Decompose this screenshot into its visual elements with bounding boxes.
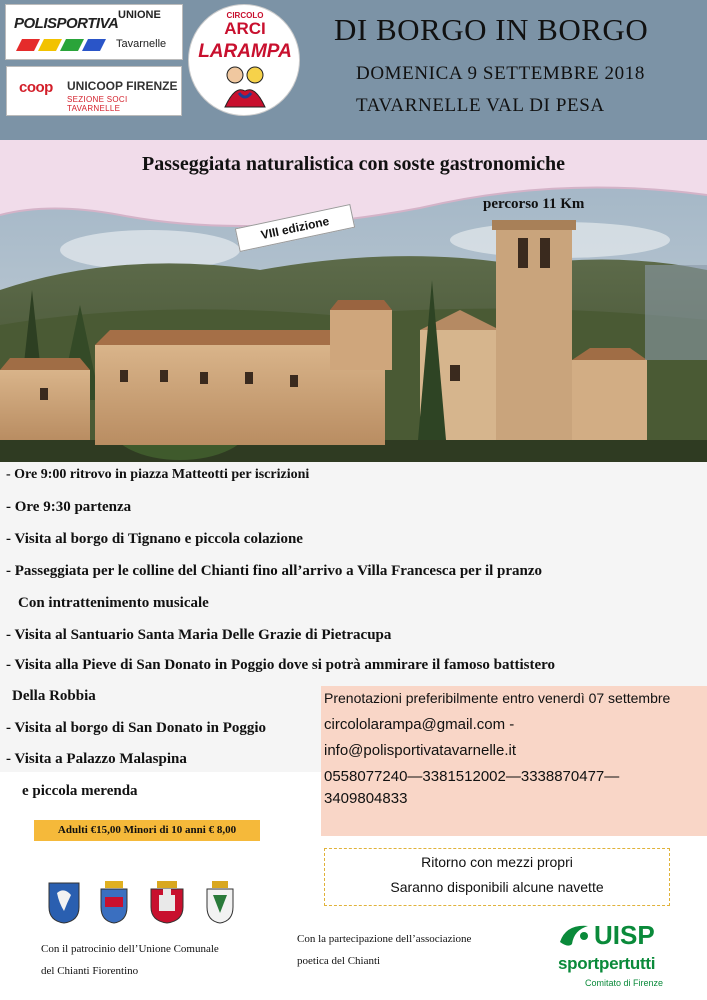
patronage-line-1: Con il patrocinio dell’Unione Comunale	[41, 943, 219, 955]
arci-circolo: CIRCOLO	[226, 11, 264, 20]
event-title: DI BORGO IN BORGO	[334, 12, 649, 47]
uisp-committee: Comitato di Firenze	[584, 978, 664, 988]
event-place: TAVARNELLE VAL DI PESA	[356, 95, 605, 116]
shuttle-text: Saranno disponibili alcune navette	[390, 879, 604, 895]
program-item: Della Robbia	[12, 688, 96, 704]
arci-larampa: LARAMPA	[198, 41, 292, 62]
program-item: Con intrattenimento musicale	[18, 595, 209, 611]
polisportiva-town: Tavarnelle	[116, 38, 167, 50]
program-item: - Visita a Palazzo Malaspina	[6, 751, 187, 767]
return-box	[324, 848, 670, 906]
program-item: - Ore 9:30 partenza	[6, 499, 132, 515]
participation-text	[297, 928, 471, 972]
uisp-tagline: sportpertutti	[558, 954, 656, 973]
booking-box	[321, 686, 707, 836]
program-item: - Visita al borgo di San Donato in Poggio	[6, 720, 267, 736]
booking-phones: 0558077240—3381512002—3338870477—	[324, 768, 620, 785]
program-item: - Visita alla Pieve di San Donato in Poggio dove si potrà ammirare il famoso battistero	[6, 657, 556, 673]
prices-label: Adulti €15,00 Minori di 10 anni € 8,00	[34, 820, 260, 841]
uisp-logo	[556, 920, 692, 992]
booking-email-2[interactable]: info@polisportivatavarnelle.it	[324, 742, 516, 759]
route-distance: percorso 11 Km	[483, 196, 585, 212]
program-item: - Visita al borgo di Tignano e piccola colazione	[6, 531, 303, 547]
program-item: - Visita al Santuario Santa Maria Delle Grazie di Pietracupa	[6, 627, 392, 643]
polisportiva-stripes-icon	[12, 39, 107, 51]
event-date: DOMENICA 9 SETTEMBRE 2018	[356, 63, 645, 84]
edition-label: VIII edizione	[235, 204, 355, 252]
crest-icon	[149, 881, 185, 925]
booking-deadline: Prenotazioni preferibilmente entro venerdì 07 settembre	[324, 690, 671, 706]
arci-larampa-logo	[188, 4, 300, 116]
return-text: Ritorno con mezzi propri	[421, 854, 573, 870]
uisp-swoosh-icon	[558, 922, 592, 950]
crest-icon	[205, 881, 235, 925]
crest-icon	[47, 881, 81, 925]
coop-wordmark: coop	[19, 79, 53, 96]
participation-line-2: poetica del Chianti	[297, 955, 381, 967]
patronage-text	[41, 938, 219, 982]
unicoop-logo	[6, 66, 182, 116]
polisportiva-logo	[5, 4, 183, 60]
polisportiva-union: UNIONE	[118, 9, 161, 21]
crest-icon	[99, 881, 129, 925]
booking-phone-last: 3409804833	[324, 790, 408, 807]
participation-line-1: Con la partecipazione dell’associazione	[297, 933, 472, 945]
municipal-crests	[41, 875, 241, 931]
program-item: e piccola merenda	[22, 783, 138, 799]
patronage-line-2: del Chianti Fiorentino	[41, 965, 139, 977]
unicoop-section: SEZIONE SOCI TAVARNELLE	[67, 95, 128, 113]
uisp-wordmark: UISP	[594, 920, 655, 950]
program-item: - Passeggiata per le colline del Chianti fino all’arrivo a Villa Francesca per il pranzo	[6, 563, 543, 579]
program-item: - Ore 9:00 ritrovo in piazza Matteotti per iscrizioni	[6, 467, 310, 482]
village-photo	[0, 140, 707, 468]
unicoop-name: UNICOOP FIRENZE	[67, 79, 178, 93]
event-subtitle: Passeggiata naturalistica con soste gastronomiche	[142, 153, 565, 175]
dancing-figures-icon	[215, 63, 275, 109]
arci-word: ARCI	[224, 19, 266, 38]
booking-email-1[interactable]: circololarampa@gmail.com -	[324, 716, 515, 733]
polisportiva-name: POLISPORTIVA	[14, 15, 119, 32]
